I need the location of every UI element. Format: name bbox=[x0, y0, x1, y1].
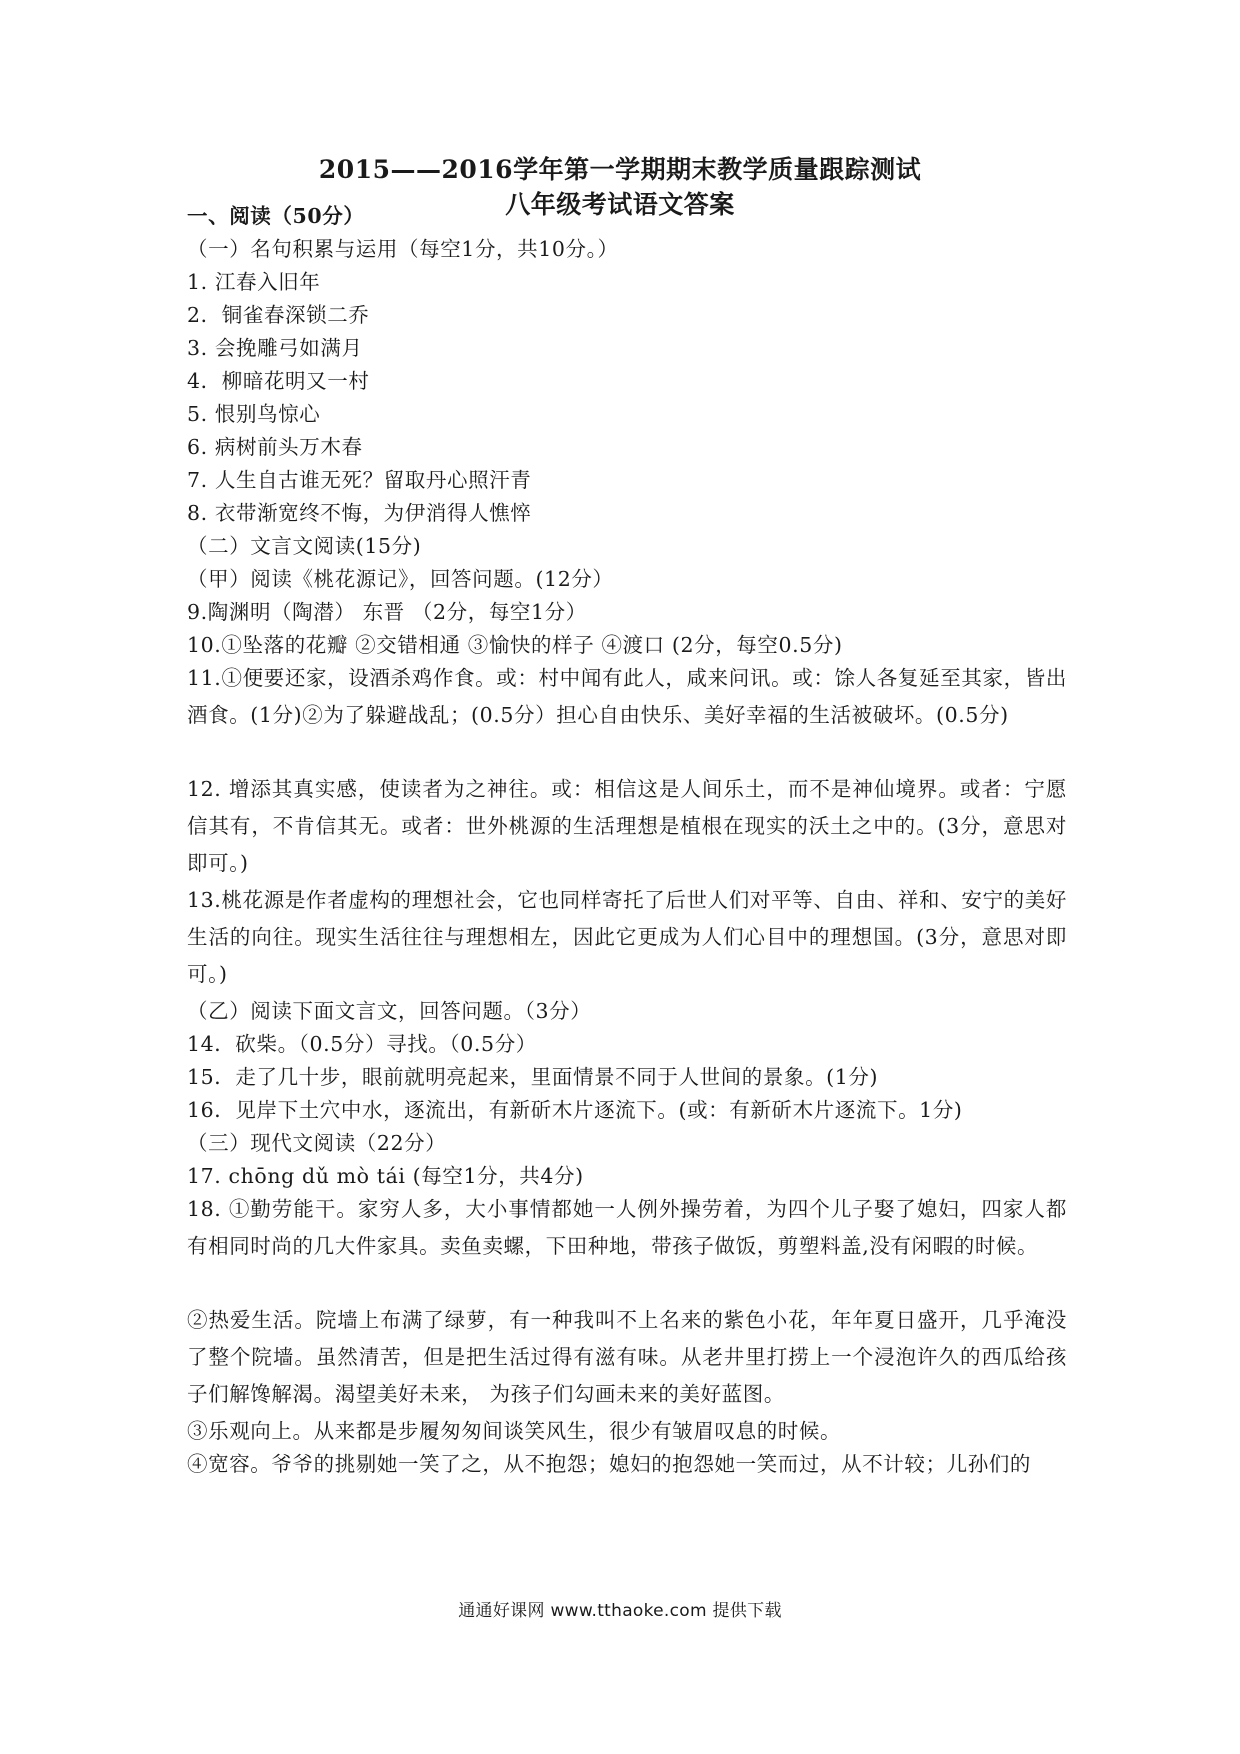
part-heading-quotes: （一）名句积累与运用（每空1分，共10分。） bbox=[187, 237, 619, 261]
answer-item-11: 11.①便要还家，设酒杀鸡作食。或：村中闻有此人，咸来问讯。或：馀人各复延至其家，皆出酒食。(1分)②为了躲避战乱；(0.5分）担心自由快乐、美好幸福的生活被破坏。(0.5分) bbox=[187, 666, 1067, 727]
answer-item-18-3: ③乐观向上。从来都是步履匆匆间谈笑风生，很少有皱眉叹息的时候。 bbox=[187, 1419, 842, 1443]
answer-item-15: 15．走了几十步，眼前就明亮起来，里面情景不同于人世间的景象。(1分) bbox=[187, 1065, 879, 1089]
document-subtitle: 八年级考试语文答案 bbox=[505, 190, 735, 219]
answer-item-6: 6. 病树前头万木春 bbox=[187, 435, 363, 459]
answer-item-7: 7. 人生自古谁无死？留取丹心照汗青 bbox=[187, 468, 532, 492]
answer-item-13: 13.桃花源是作者虚构的理想社会，它也同样寄托了后世人们对平等、自由、祥和、安宁的美好生活的向往。现实生活往往与理想相左，因此它更成为人们心目中的理想国。(3分，意思对即可。) bbox=[187, 888, 1067, 986]
answer-item-4: 4．柳暗花明又一村 bbox=[187, 369, 370, 393]
part-heading-modern: （三）现代文阅读（22分） bbox=[187, 1131, 447, 1155]
section-heading-reading: 一、阅读（50分） bbox=[187, 204, 365, 228]
answer-item-3: 3. 会挽雕弓如满月 bbox=[187, 336, 363, 360]
part-heading-classical: （二）文言文阅读(15分) bbox=[187, 534, 422, 558]
answer-item-14: 14．砍柴。（0.5分）寻找。（0.5分） bbox=[187, 1032, 537, 1056]
subpart-heading-a: （甲）阅读《桃花源记》，回答问题。(12分） bbox=[187, 567, 614, 591]
answer-item-9: 9.陶渊明（陶潜） 东晋 （2分，每空1分） bbox=[187, 600, 587, 624]
answer-item-18-1: 18. ①勤劳能干。家穷人多，大小事情都她一人例外操劳着，为四个儿子娶了媳妇，四家人都有相同时尚的几大件家具。卖鱼卖螺，下田种地，带孩子做饭，剪塑料盖,没有闲暇的时候。 bbox=[187, 1197, 1067, 1258]
answer-item-5: 5. 恨别鸟惊心 bbox=[187, 402, 321, 426]
subpart-heading-b: （乙）阅读下面文言文，回答问题。（3分） bbox=[187, 999, 592, 1023]
answer-item-12: 12. 增添其真实感，使读者为之神往。或：相信这是人间乐土，而不是神仙境界。或者：宁愿信其有，不肯信其无。或者：世外桃源的生活理想是植根在现实的沃土之中的。(3分，意思对即可。) bbox=[187, 777, 1067, 875]
answer-item-17: 17. chōng dǔ mò tái (每空1分，共4分) bbox=[187, 1164, 584, 1188]
answer-item-18-2: ②热爱生活。院墙上布满了绿萝，有一种我叫不上名来的紫色小花，年年夏日盛开，几乎淹没了整个院墙。虽然清苦，但是把生活过得有滋有味。从老井里打捞上一个浸泡许久的西瓜给孩子们解馋解渴。渴望美好未来， 为孩子们勾画未来的美好蓝图。 bbox=[187, 1308, 1067, 1406]
answer-item-18-4: ④宽容。爷爷的挑剔她一笑了之，从不抱怨；媳妇的抱怨她一笑而过，从不计较；儿孙们的 bbox=[187, 1452, 1031, 1476]
answer-item-2: 2．铜雀春深锁二乔 bbox=[187, 303, 370, 327]
document-title: 2015——2016学年第一学期期末教学质量跟踪测试 bbox=[318, 155, 922, 184]
answer-item-16: 16．见岸下土穴中水，逐流出，有新斫木片逐流下。(或：有新斫木片逐流下。1分) bbox=[187, 1098, 963, 1122]
answer-item-10: 10.①坠落的花瓣 ②交错相通 ③愉快的样子 ④渡口 (2分，每空0.5分) bbox=[187, 633, 843, 657]
answer-item-8: 8. 衣带渐宽终不悔，为伊消得人憔悴 bbox=[187, 501, 532, 525]
answer-item-1: 1. 江春入旧年 bbox=[187, 270, 321, 294]
page-footer: 通通好课网 www.tthaoke.com 提供下载 bbox=[458, 1601, 782, 1621]
